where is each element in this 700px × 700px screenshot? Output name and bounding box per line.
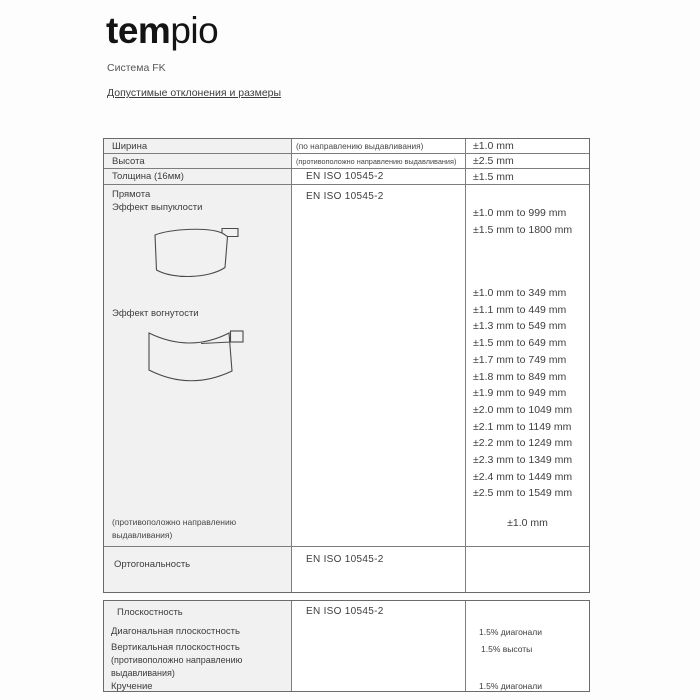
orthogonality-label-cell	[104, 547, 292, 592]
vertical-flatness-label: Вертикальная плоскостность	[111, 642, 240, 653]
logo-light-part: pio	[170, 10, 219, 51]
width-label-cell: Ширина	[104, 139, 292, 154]
height-label-cell: Высота	[104, 154, 292, 169]
height-value-cell: ±2.5 mm	[466, 154, 589, 169]
system-label: Система FK	[107, 62, 166, 74]
straightness-label-cell	[104, 185, 292, 547]
orthogonality-value-cell	[466, 547, 589, 592]
vertical-flatness-note-1: (противоположно направлению	[111, 655, 243, 665]
thickness-method-cell: EN ISO 10545-2	[292, 169, 466, 185]
width-value-cell: ±1.0 mm	[466, 139, 589, 154]
concave-range-values: ±1.0 mm to 349 mm ±1.1 mm to 449 mm ±1.3 mm to 549 mm ±1.5 mm to 649 mm ±1.7 mm to 749 mm ±1.8 mm to 849 mm ±1.9 mm to 949 mm ±2.0 mm to 1049 mm ±2.1 mm to 1149 mm ±2.2 mm to 1249 mm ±2.3 mm to 1349 mm ±2.4 mm to 1449 mm ±2.5 mm to 1549 mm	[473, 287, 573, 500]
width-method-cell: (по направлению выдавливания)	[292, 139, 466, 154]
straightness-value-cell	[466, 185, 589, 547]
concave-effect-diagram	[146, 325, 246, 389]
torsion-value: 1.5% диагонали	[479, 681, 542, 691]
torsion-label: Кручение	[111, 681, 153, 691]
concave-effect-label: Эффект вогнутости	[112, 308, 199, 319]
vertical-flatness-note-2: выдавливания)	[111, 668, 175, 678]
flatness-method-cell	[292, 601, 466, 691]
height-method-cell: (противоположно направлению выдавливания)	[292, 154, 466, 169]
diagonal-flatness-label: Диагональная плоскостность	[111, 626, 240, 637]
flatness-label: Плоскостность	[117, 607, 183, 618]
convex-values: ±1.0 mm to 999 mm ±1.5 mm to 1800 mm	[473, 207, 573, 236]
flatness-method: EN ISO 10545-2	[306, 606, 384, 617]
straightness-label: Прямота	[112, 189, 151, 200]
flatness-label-cell	[104, 601, 292, 691]
opposite-direction-value: ±1.0 mm	[507, 517, 548, 529]
flatness-value-cell	[466, 601, 589, 691]
orthogonality-method: EN ISO 10545-2	[306, 554, 384, 565]
logo-bold-part: tem	[106, 10, 171, 51]
convex-effect-diagram	[151, 223, 241, 283]
orthogonality-label: Ортогональность	[114, 559, 191, 570]
diagonal-flatness-value: 1.5% диагонали	[479, 627, 542, 637]
tolerances-link[interactable]: Допустимые отклонения и размеры	[107, 87, 282, 99]
flatness-table	[103, 600, 590, 692]
orthogonality-method-cell	[292, 547, 466, 592]
opposite-direction-note: (противоположно направлению выдавливания)	[112, 517, 237, 540]
tolerances-table	[103, 138, 590, 593]
vertical-flatness-value: 1.5% высоты	[481, 644, 533, 654]
straightness-method: EN ISO 10545-2	[306, 191, 384, 202]
thickness-value-cell: ±1.5 mm	[466, 169, 589, 185]
convex-effect-label: Эффект выпуклости	[112, 202, 203, 213]
thickness-label-cell: Толщина (16мм)	[104, 169, 292, 185]
tempio-logo	[106, 10, 218, 52]
straightness-method-cell	[292, 185, 466, 547]
